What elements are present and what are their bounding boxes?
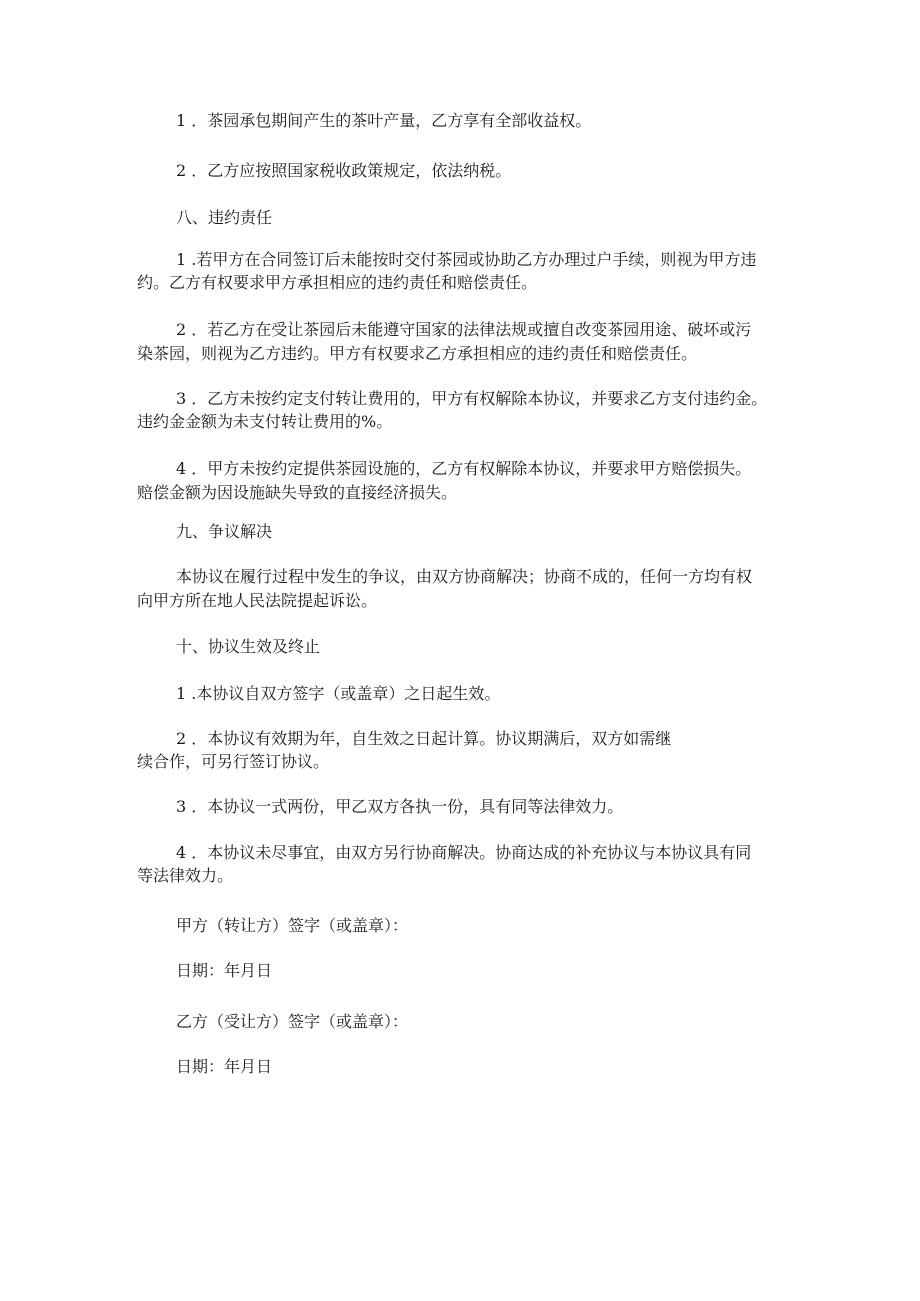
clause-8-1-cont: 约。乙方有权要求甲方承担相应的违约责任和赔偿责任。	[137, 273, 538, 292]
clause-10-1: 1 .本协议自双方签字（或盖章）之日起生效。	[176, 684, 501, 703]
party-b-date: 日期：年月日	[176, 1057, 273, 1076]
clause-10-3: 3 ．本协议一式两份，甲乙双方各执一份，具有同等法律效力。	[176, 797, 624, 816]
clause-10-4-cont: 等法律效力。	[137, 866, 234, 885]
clause-8-2: 2 ．若乙方在受让茶园后未能遵守国家的法律法规或擅自改变茶园用途、破坏或污	[176, 320, 752, 339]
clause-8-1: 1 .若甲方在合同签订后未能按时交付茶园或协助乙方办理过户手续，则视为甲方违	[176, 250, 757, 269]
clause-8-3: 3 ．乙方未按约定支付转让费用的，甲方有权解除本协议，并要求乙方支付违约金。	[176, 389, 768, 408]
party-a-signature: 甲方（转让方）签字（或盖章）：	[176, 916, 409, 935]
clause-7-2: 2 ．乙方应按照国家税收政策规定，依法纳税。	[176, 161, 512, 180]
party-a-date: 日期：年月日	[176, 961, 273, 980]
section-heading-9: 九、争议解决	[176, 522, 273, 541]
clause-10-2-cont: 续合作，可另行签订协议。	[137, 752, 330, 771]
party-b-signature: 乙方（受让方）签字（或盖章）：	[176, 1012, 409, 1031]
clause-8-4-cont: 赔偿金额为因设施缺失导致的直接经济损失。	[137, 483, 458, 502]
clause-9-cont: 向甲方所在地人民法院提起诉讼。	[137, 591, 378, 610]
clause-8-2-cont: 染茶园，则视为乙方违约。甲方有权要求乙方承担相应的违约责任和赔偿责任。	[137, 344, 698, 363]
section-heading-10: 十、协议生效及终止	[176, 637, 321, 656]
clause-9: 本协议在履行过程中发生的争议，由双方协商解决；协商不成的，任何一方均有权	[176, 567, 753, 586]
clause-10-4: 4 ．本协议未尽事宜，由双方另行协商解决。协商达成的补充协议与本协议具有同	[176, 843, 752, 862]
section-heading-8: 八、违约责任	[176, 208, 273, 227]
clause-8-3-cont: 违约金金额为未支付转让费用的%。	[137, 412, 393, 431]
clause-10-2: 2 ．本协议有效期为年，自生效之日起计算。协议期满后，双方如需继	[176, 729, 672, 748]
clause-7-1: 1 ．茶园承包期间产生的茶叶产量，乙方享有全部收益权。	[176, 111, 592, 130]
clause-8-4: 4 ．甲方未按约定提供茶园设施的，乙方有权解除本协议，并要求甲方赔偿损失。	[176, 459, 752, 478]
